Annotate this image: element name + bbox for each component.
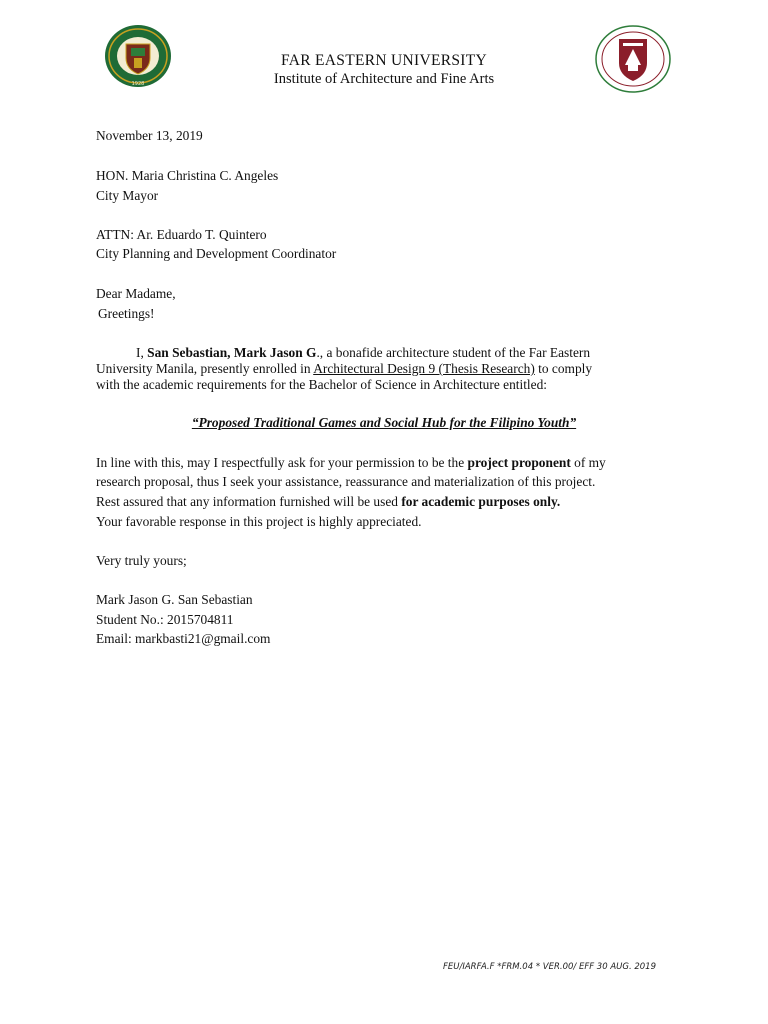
paragraph-1-line-2 — [96, 361, 592, 377]
paragraph-2-line-4: Your favorable response in this project is highly appreciated. — [96, 514, 422, 529]
recipient-name: HON. Maria Christina C. Angeles — [96, 168, 279, 183]
letter-date: November 13, 2019 — [96, 128, 203, 143]
paragraph-2-line-2: research proposal, thus I seek your assistance, reassurance and materialization of this project. — [96, 474, 596, 489]
paragraph-2-line-3 — [96, 494, 560, 510]
email: Email: markbasti21@gmail.com — [96, 631, 271, 646]
university-name: FAR EASTERN UNIVERSITY — [280, 52, 488, 69]
p2-line1-post: of my — [570, 455, 606, 470]
closing: Very truly yours; — [96, 553, 187, 568]
recipient-title: City Mayor — [96, 188, 159, 203]
p1-line2-pre: University Manila, presently enrolled in — [96, 361, 314, 376]
course-name: Architectural Design 9 (Thesis Research) — [313, 361, 535, 376]
signature-name: Mark Jason G. San Sebastian — [96, 592, 253, 607]
student-number: Student No.: 2015704811 — [96, 612, 234, 627]
paragraph-1-line-3: with the academic requirements for the Bachelor of Science in Architecture entitled: — [96, 377, 548, 392]
academic-purposes: for academic purposes only. — [401, 494, 561, 509]
attn-title: City Planning and Development Coordinator — [96, 246, 337, 261]
paragraph-1-line-1 — [136, 345, 590, 361]
p1-pre: I, — [136, 345, 148, 360]
project-proponent: project proponent — [467, 455, 571, 470]
student-name: San Sebastian, Mark Jason G — [147, 345, 317, 360]
thesis-title: “Proposed Traditional Games and Social Hub for the Filipino Youth” — [191, 415, 577, 430]
paragraph-2-line-1 — [96, 455, 606, 471]
form-footer: FEU/IARFA.F *FRM.04 * VER.00/ EFF 30 AUG. 2019 — [443, 962, 656, 972]
svg-text:1928: 1928 — [131, 81, 145, 87]
salutation: Dear Madame, — [96, 286, 176, 301]
p1-post: ., a bonafide architecture student of the Far Eastern — [316, 345, 591, 360]
greeting: Greetings! — [98, 306, 155, 321]
attn-name: ATTN: Ar. Eduardo T. Quintero — [96, 227, 267, 242]
p2-line1-pre: In line with this, may I respectfully ask for your permission to be the — [96, 455, 468, 470]
institute-name: Institute of Architecture and Fine Arts — [273, 71, 495, 87]
p2-line3-pre: Rest assured that any information furnished will be used — [96, 494, 402, 509]
p1-line2-post: to comply — [534, 361, 593, 376]
